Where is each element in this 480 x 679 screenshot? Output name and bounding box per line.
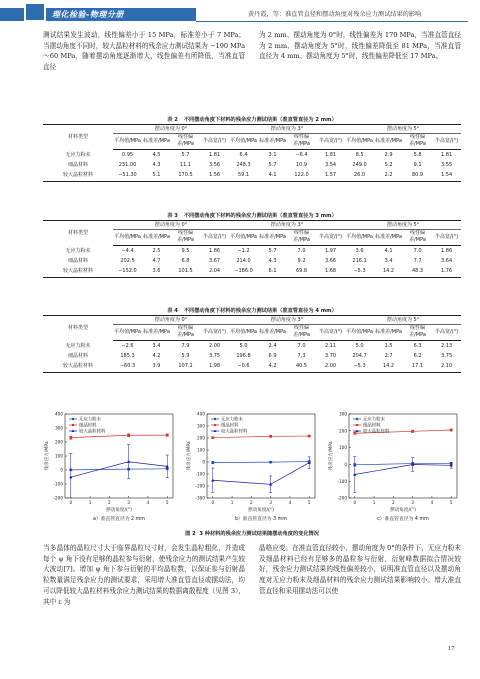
chart-series-line [71, 435, 167, 438]
table-cell: 6.1 [258, 267, 287, 278]
table-header-material: 材料类型 [43, 316, 113, 341]
table-cell: 1.97 [324, 247, 337, 254]
table-unit-header: 线性偏差/MPa [287, 134, 316, 150]
table-unit-header: 平均值/MPa [113, 134, 142, 150]
body-right-column: 晶格应变。在准直管直径较小、摆动角度为 0°的条件下，无应力粉末及细晶材料已经有足够多的晶粒参与衍射，衍射峰数据拟合情况较好，残余应力测试结果的线性偏差较小，说明准直管直径以及摆动角度对无应力粉末及细晶材料的残余应力测试结果影响较小。增大准直管直径和采用摆动法可以使 [259, 544, 461, 595]
header-rule [196, 21, 468, 22]
table-cell: −60.3 [113, 362, 142, 373]
table-unit-header: 平均值/MPa [345, 325, 374, 341]
table-cell: 7.9 [181, 342, 190, 349]
table-cell: 4.3 [152, 162, 161, 169]
table-unit-header: 线性偏差/MPa [403, 134, 432, 150]
chart-point [69, 436, 72, 439]
table-cell: 4.7 [152, 258, 161, 265]
table-row [43, 171, 461, 182]
chart-point [269, 461, 272, 464]
journal-logo-text: 理化检验-物理分册 [52, 10, 124, 19]
chart-x-tick-label: 3 [269, 500, 272, 505]
chart-x-tick-label: 2 [392, 500, 395, 505]
table-row [43, 150, 461, 161]
table-cell: 3.70 [324, 353, 337, 360]
table-cell: 6.9 [268, 353, 277, 360]
table-cell: −51.30 [113, 171, 142, 182]
table-cell: 1.5 [384, 342, 393, 349]
table-caption [43, 307, 461, 315]
chart-series-line [355, 465, 451, 475]
chart-legend-marker [72, 418, 74, 420]
table-cell: 4.3 [268, 258, 277, 265]
table-cell-material: 无应力粉末 [65, 247, 91, 254]
table-cell: 231.00 [118, 162, 137, 169]
table-cell: 3.6 [142, 267, 171, 278]
figure-title: 3 种材料的残余应力测试结果随摆动角度的变化情况 [199, 531, 319, 537]
chart-y-tick-label: -200 [195, 483, 205, 489]
table-cell-material: 较大晶粒材料 [43, 171, 113, 182]
table-cell: 0.95 [121, 151, 134, 158]
table-cell: 3.64 [441, 258, 453, 265]
chart-legend-label: 细晶材料 [221, 423, 239, 429]
chart-y-tick-label: 200 [55, 439, 63, 445]
chart-y-tick-label: 400 [197, 411, 205, 417]
chart-y-tick-label: 0 [202, 459, 205, 465]
table-cell: 2.00 [316, 362, 345, 373]
table-cell-material: 无应力粉末 [65, 342, 91, 349]
table-unit-header: 半高宽/(°) [316, 134, 345, 150]
table-cell: −1.2 [237, 247, 250, 254]
table-unit-header: 标准差/MPa [258, 230, 287, 246]
table-cell: 214.0 [236, 258, 251, 265]
table-cell: 4.5 [152, 151, 161, 158]
table-unit-header: 线性偏差/MPa [287, 325, 316, 341]
table-cell: 1.57 [316, 171, 345, 182]
data-table-block-4 [43, 307, 461, 373]
table-unit-header: 标准差/MPa [142, 325, 171, 341]
table-cell: −5.3 [345, 362, 374, 373]
table-cell: −5.3 [345, 267, 374, 278]
table-header-material: 材料类型 [43, 125, 113, 150]
table-cell: 6.8 [181, 258, 190, 265]
table-cell: 216.1 [352, 258, 367, 265]
table-unit-header: 平均值/MPa [113, 230, 142, 246]
table-cell: 6.4 [239, 151, 248, 158]
chart-series-line [213, 436, 309, 438]
intro-left-column: 测试结果发生波动，线性偏差小于 15 MPa，标准差小于 7 MPa；当摆动角度不同时，较大晶粒材料的残余应力测试结果为 −190 MPa～60 MPa，随着摆动角度逐渐增大，线性偏差有所降低，当准直管直径 [43, 31, 245, 72]
table-cell: 7.0 [413, 247, 422, 254]
table-cell: 1.81 [324, 151, 337, 158]
table-cell: −152.0 [113, 267, 142, 278]
table-row [43, 257, 461, 267]
table-unit-header: 标准差/MPa [258, 134, 287, 150]
table-unit-header: 标准差/MPa [374, 325, 403, 341]
chart-y-tick-label: 300 [197, 423, 205, 429]
chart-series-line [71, 469, 167, 470]
figure-caption [43, 530, 461, 538]
chart-series-line [213, 463, 309, 485]
table-cell: 1.54 [432, 171, 461, 182]
table-cell: 26.0 [345, 171, 374, 182]
table-cell: −6.4 [295, 151, 308, 158]
table-cell: 6.3 [413, 342, 422, 349]
chart-x-tick-label: 1 [230, 500, 234, 505]
table-cell: 3.67 [208, 258, 221, 265]
table-cell: 2.13 [441, 342, 453, 349]
table-cell: 2.4 [268, 342, 277, 349]
table-unit-header: 线性偏差/MPa [171, 325, 200, 341]
table-cell: 69.8 [287, 267, 316, 278]
body-left-column: 当多晶体的晶粒尺寸大于临界晶粒尺寸时，会发生晶粒粗化，并造成每个 ψ 角下没有足够的晶粒参与衍射，使残余应力的测试结果产生较大波动[7]。增加 ψ 角下参与衍射的平均晶粒数，以保证参与衍射晶粒数量满足残余应力的测试要求，采用增大准直管直径或摆动法，均可以降低较大晶粒材料残余应力测试结果的数据离散程度（见图 3），其中 ε 为 [43, 544, 245, 606]
table-row [43, 352, 461, 362]
chart-y-tick-label: 100 [197, 447, 205, 453]
table-unit-header: 标准差/MPa [374, 230, 403, 246]
table-group-header: 摆动角度为 0° [113, 221, 229, 230]
chart-point [166, 434, 169, 437]
chart-point [450, 429, 453, 432]
table-group-header: 摆动角度为 5° [345, 125, 461, 134]
chart-y-tick-label: -200 [53, 495, 63, 501]
table-cell: 7.3 [297, 353, 306, 360]
intro-right-column: 为 2 mm、摆动角度为 0°时，线性偏差为 170 MPa，当准直管直径为 2 mm、摆动角度为 5°时，线性偏差降低至 81 MPa，当准直管直径为 4 mm、摆动角度为 5°时，线性偏差降低至 17 MPa。 [259, 31, 461, 61]
chart-legend-label: 无应力粉末 [221, 417, 243, 423]
table-group-header: 摆动角度为 0° [113, 125, 229, 134]
data-table-block-3 [43, 212, 461, 278]
chart-x-axis-label: 摆动角度/(°) [390, 508, 416, 513]
chart-legend-label: 细晶材料 [79, 423, 97, 429]
page-header [0, 0, 480, 24]
table-row [43, 267, 461, 278]
chart-x-tick-label: 4 [146, 500, 150, 505]
chart-point [211, 436, 214, 439]
table-cell: 2.11 [324, 342, 337, 349]
table-cell: 2.10 [432, 362, 461, 373]
chart-y-axis-label: 残余应力/MPa [187, 441, 192, 471]
table-unit-header: 平均值/MPa [229, 325, 258, 341]
table-cell: 2.9 [384, 151, 393, 158]
chart-y-tick-label: 0 [344, 462, 347, 467]
table-cell: 2.04 [200, 267, 229, 278]
figure-2 [43, 410, 461, 530]
chart-y-tick-label: 100 [339, 445, 347, 451]
table-cell: 107.1 [171, 362, 200, 373]
table-row [43, 362, 461, 373]
table-unit-header: 半高宽/(°) [316, 325, 345, 341]
table-cell: 196.8 [236, 353, 251, 360]
table-cell: 7.7 [413, 258, 422, 265]
chart-subtitle: c）准直管直径为 4 mm [377, 517, 429, 522]
data-table-block-2 [43, 116, 461, 182]
table-cell: −4.4 [121, 247, 134, 254]
table-row [43, 246, 461, 257]
table-cell: −0.6 [229, 362, 258, 373]
table-cell: 8.5 [355, 151, 364, 158]
chart-point [308, 435, 311, 438]
table-cell: 10.9 [295, 162, 308, 169]
chart-legend-marker [356, 424, 358, 426]
chart-series-line [213, 462, 309, 463]
chart-x-tick-label: 1 [88, 500, 92, 505]
table-cell: 17.1 [403, 362, 432, 373]
figure-number: 图 2 [185, 531, 196, 537]
table-cell: 3.54 [324, 162, 337, 169]
table-cell: 4.2 [258, 362, 287, 373]
table-unit-header: 标准差/MPa [142, 134, 171, 150]
chart-point [127, 434, 130, 437]
chart-y-tick-label: -100 [53, 481, 63, 487]
table-cell: 7.0 [297, 342, 306, 349]
chart-x-tick-label: 4 [288, 500, 292, 505]
chart-point [211, 461, 214, 464]
chart-subtitle: a）准直管直径为 2 mm [93, 517, 145, 522]
table-row [43, 341, 461, 352]
table-title: 不同摆动角度下材料的残余应力测试结果（准直管直径为 2 mm） [183, 117, 337, 123]
table-cell: 185.3 [120, 353, 135, 360]
table-cell: 204.7 [352, 353, 367, 360]
table-unit-header: 平均值/MPa [345, 134, 374, 150]
chart-legend-marker [72, 424, 74, 426]
table-cell: 3.4 [384, 258, 393, 265]
journal-logo-icon [24, 2, 46, 22]
table-caption [43, 116, 461, 124]
chart-x-tick-label: 0 [211, 500, 215, 505]
table-cell: 1.98 [200, 362, 229, 373]
table-cell: 9.5 [181, 247, 190, 254]
table-cell: 5.0 [239, 342, 248, 349]
table-cell: 14.2 [374, 362, 403, 373]
table-unit-header: 半高宽/(°) [432, 230, 461, 246]
table-cell: 1.86 [441, 247, 453, 254]
table-cell: 5.1 [142, 171, 171, 182]
table-cell: 3.4 [152, 342, 161, 349]
table-cell: 202.5 [120, 258, 135, 265]
table-unit-header: 标准差/MPa [142, 230, 171, 246]
chart-x-tick-label: 5 [165, 500, 169, 505]
chart-y-tick-label: 300 [55, 425, 63, 431]
table-cell: 248.3 [236, 162, 251, 169]
table-cell: 59.1 [229, 171, 258, 182]
chart-x-tick-label: 5 [449, 500, 453, 505]
chart-legend-label: 无应力粉末 [363, 417, 385, 423]
table-cell: 3.6 [355, 247, 364, 254]
table-cell: 4.1 [258, 171, 287, 182]
table-cell: 2.5 [152, 247, 161, 254]
chart-x-axis-label: 摆动角度/(°) [106, 508, 132, 513]
table-cell: 11.1 [179, 162, 192, 169]
chart-x-tick-label: 2 [108, 500, 111, 505]
table-number: 表 3 [167, 213, 178, 219]
table-cell: 48.3 [403, 267, 432, 278]
table-header-material: 材料类型 [43, 221, 113, 246]
table-cell: 4.1 [384, 247, 393, 254]
table-cell: 1.76 [432, 267, 461, 278]
chart-x-tick-label: 1 [372, 500, 376, 505]
table-cell: 40.5 [287, 362, 316, 373]
table-cell: 5.7 [268, 247, 277, 254]
table-cell: 5.8 [413, 151, 422, 158]
chart-x-axis-label: 摆动角度/(°) [248, 508, 274, 513]
table-cell: 170.5 [171, 171, 200, 182]
table-cell: 7.0 [297, 247, 306, 254]
table-unit-header: 半高宽/(°) [432, 325, 461, 341]
running-head: 黄丹霞，等：准直管直径和摆动角度对残余应力测试结果的影响 [248, 11, 422, 18]
table-unit-header: 线性偏差/MPa [287, 230, 316, 246]
table-cell-material: 细晶材料 [67, 162, 88, 169]
table-cell: 3.56 [208, 162, 221, 169]
table-title: 不同摆动角度下材料的残余应力测试结果（准直管直径为 4 mm） [183, 308, 337, 314]
chart-y-axis-label: 残余应力/MPa [329, 441, 334, 471]
table-group-header: 摆动角度为 3° [229, 316, 345, 325]
table-unit-header: 平均值/MPa [345, 230, 374, 246]
table-group-header: 摆动角度为 0° [113, 316, 229, 325]
chart-legend-label: 较大晶粒材料 [79, 429, 106, 435]
table-caption [43, 212, 461, 220]
table-cell: 3.75 [208, 353, 221, 360]
table-cell: 3.9 [142, 362, 171, 373]
chart-y-tick-label: 200 [339, 428, 347, 434]
table-cell: 101.5 [171, 267, 200, 278]
table-cell: 5.7 [181, 151, 190, 158]
table-group-header: 摆动角度为 5° [345, 316, 461, 325]
chart-x-tick-label: 3 [127, 500, 130, 505]
chart-y-axis-label: 残余应力/MPa [45, 441, 50, 471]
chart-x-tick-label: 0 [69, 500, 73, 505]
table-number: 表 4 [167, 308, 178, 314]
table-number: 表 2 [167, 117, 178, 123]
table-unit-header: 平均值/MPa [229, 230, 258, 246]
table-title: 不同摆动角度下材料的残余应力测试结果（准直管直径为 3 mm） [183, 213, 337, 219]
table-cell: 80.9 [403, 171, 432, 182]
table-cell: 3.55 [441, 162, 453, 169]
table-unit-header: 平均值/MPa [113, 325, 142, 341]
table-cell: 249.0 [352, 162, 367, 169]
table-group-header: 摆动角度为 3° [229, 125, 345, 134]
chart-y-tick-label: 400 [55, 411, 63, 417]
chart-y-tick-label: -200 [337, 495, 347, 501]
table-cell: 2.2 [374, 171, 403, 182]
data-table [43, 220, 461, 278]
table-unit-header: 半高宽/(°) [316, 230, 345, 246]
table-cell: −2.6 [121, 342, 134, 349]
table-cell: 3.66 [324, 258, 337, 265]
table-cell-material: 较大晶粒材料 [43, 362, 113, 373]
chart-legend-marker [214, 424, 216, 426]
table-unit-header: 线性偏差/MPa [403, 230, 432, 246]
table-unit-header: 半高宽/(°) [200, 230, 229, 246]
table-cell: 9.2 [297, 258, 306, 265]
table-cell: 1.68 [316, 267, 345, 278]
chart-legend-label: 细晶材料 [363, 423, 381, 429]
table-unit-header: 线性偏差/MPa [171, 230, 200, 246]
chart-point [269, 435, 272, 438]
chart-y-tick-label: 100 [55, 453, 63, 459]
table-cell: 1.81 [208, 151, 221, 158]
chart-y-tick-label: 0 [60, 467, 63, 473]
table-cell: −186.0 [229, 267, 258, 278]
table-cell: 5.7 [268, 162, 277, 169]
table-cell: 1.56 [200, 171, 229, 182]
chart-x-tick-label: 5 [307, 500, 311, 505]
table-cell: 3.75 [441, 353, 453, 360]
chart-y-tick-label: 300 [339, 411, 347, 417]
table-unit-header: 线性偏差/MPa [171, 134, 200, 150]
table-cell: 5.2 [384, 162, 393, 169]
chart-subtitle: b）准直管直径为 3 mm [234, 517, 288, 522]
table-unit-header: 平均值/MPa [229, 134, 258, 150]
chart-legend-label: 无应力粉末 [79, 417, 101, 423]
chart-legend-label: 较大晶粒材料 [363, 429, 390, 435]
chart-point [127, 460, 130, 463]
chart-y-tick-label: -300 [195, 495, 205, 501]
chart-y-tick-label: -100 [195, 471, 205, 477]
chart-legend-marker [214, 418, 216, 420]
table-cell: 14.2 [374, 267, 403, 278]
table-group-header: 摆动角度为 5° [345, 221, 461, 230]
table-cell: 5.0 [355, 342, 364, 349]
data-table [43, 315, 461, 373]
table-cell: 2.7 [384, 353, 393, 360]
page-number: 17 [448, 645, 455, 652]
table-cell: 3.1 [268, 151, 277, 158]
table-cell: 122.0 [287, 171, 316, 182]
table-unit-header: 半高宽/(°) [432, 134, 461, 150]
table-cell: 1.81 [441, 151, 453, 158]
chart-y-tick-label: 200 [197, 435, 205, 441]
table-cell-material: 无应力粉末 [65, 151, 91, 158]
table-unit-header: 线性偏差/MPa [403, 325, 432, 341]
table-cell-material: 细晶材料 [67, 353, 88, 360]
chart-point [411, 430, 414, 433]
table-cell-material: 较大晶粒材料 [43, 267, 113, 278]
table-cell: 5.9 [181, 353, 190, 360]
figure-2-charts [43, 410, 461, 530]
table-cell-material: 细晶材料 [67, 258, 88, 265]
chart-legend-label: 较大晶粒材料 [221, 429, 248, 435]
table-cell: 9.1 [413, 162, 422, 169]
table-row [43, 161, 461, 171]
table-cell: 6.2 [413, 353, 422, 360]
table-unit-header: 半高宽/(°) [200, 325, 229, 341]
table-cell: 4.2 [152, 353, 161, 360]
chart-x-tick-label: 2 [250, 500, 253, 505]
chart-point [353, 432, 356, 435]
table-unit-header: 半高宽/(°) [200, 134, 229, 150]
data-table [43, 124, 461, 182]
table-cell: 1.86 [208, 247, 221, 254]
table-unit-header: 标准差/MPa [258, 325, 287, 341]
chart-x-tick-label: 0 [353, 500, 357, 505]
table-group-header: 摆动角度为 3° [229, 221, 345, 230]
table-cell: 2.00 [208, 342, 221, 349]
chart-x-tick-label: 3 [411, 500, 414, 505]
chart-y-tick-label: -100 [337, 478, 347, 484]
table-unit-header: 标准差/MPa [374, 134, 403, 150]
chart-x-tick-label: 4 [430, 500, 434, 505]
chart-legend-marker [356, 418, 358, 420]
